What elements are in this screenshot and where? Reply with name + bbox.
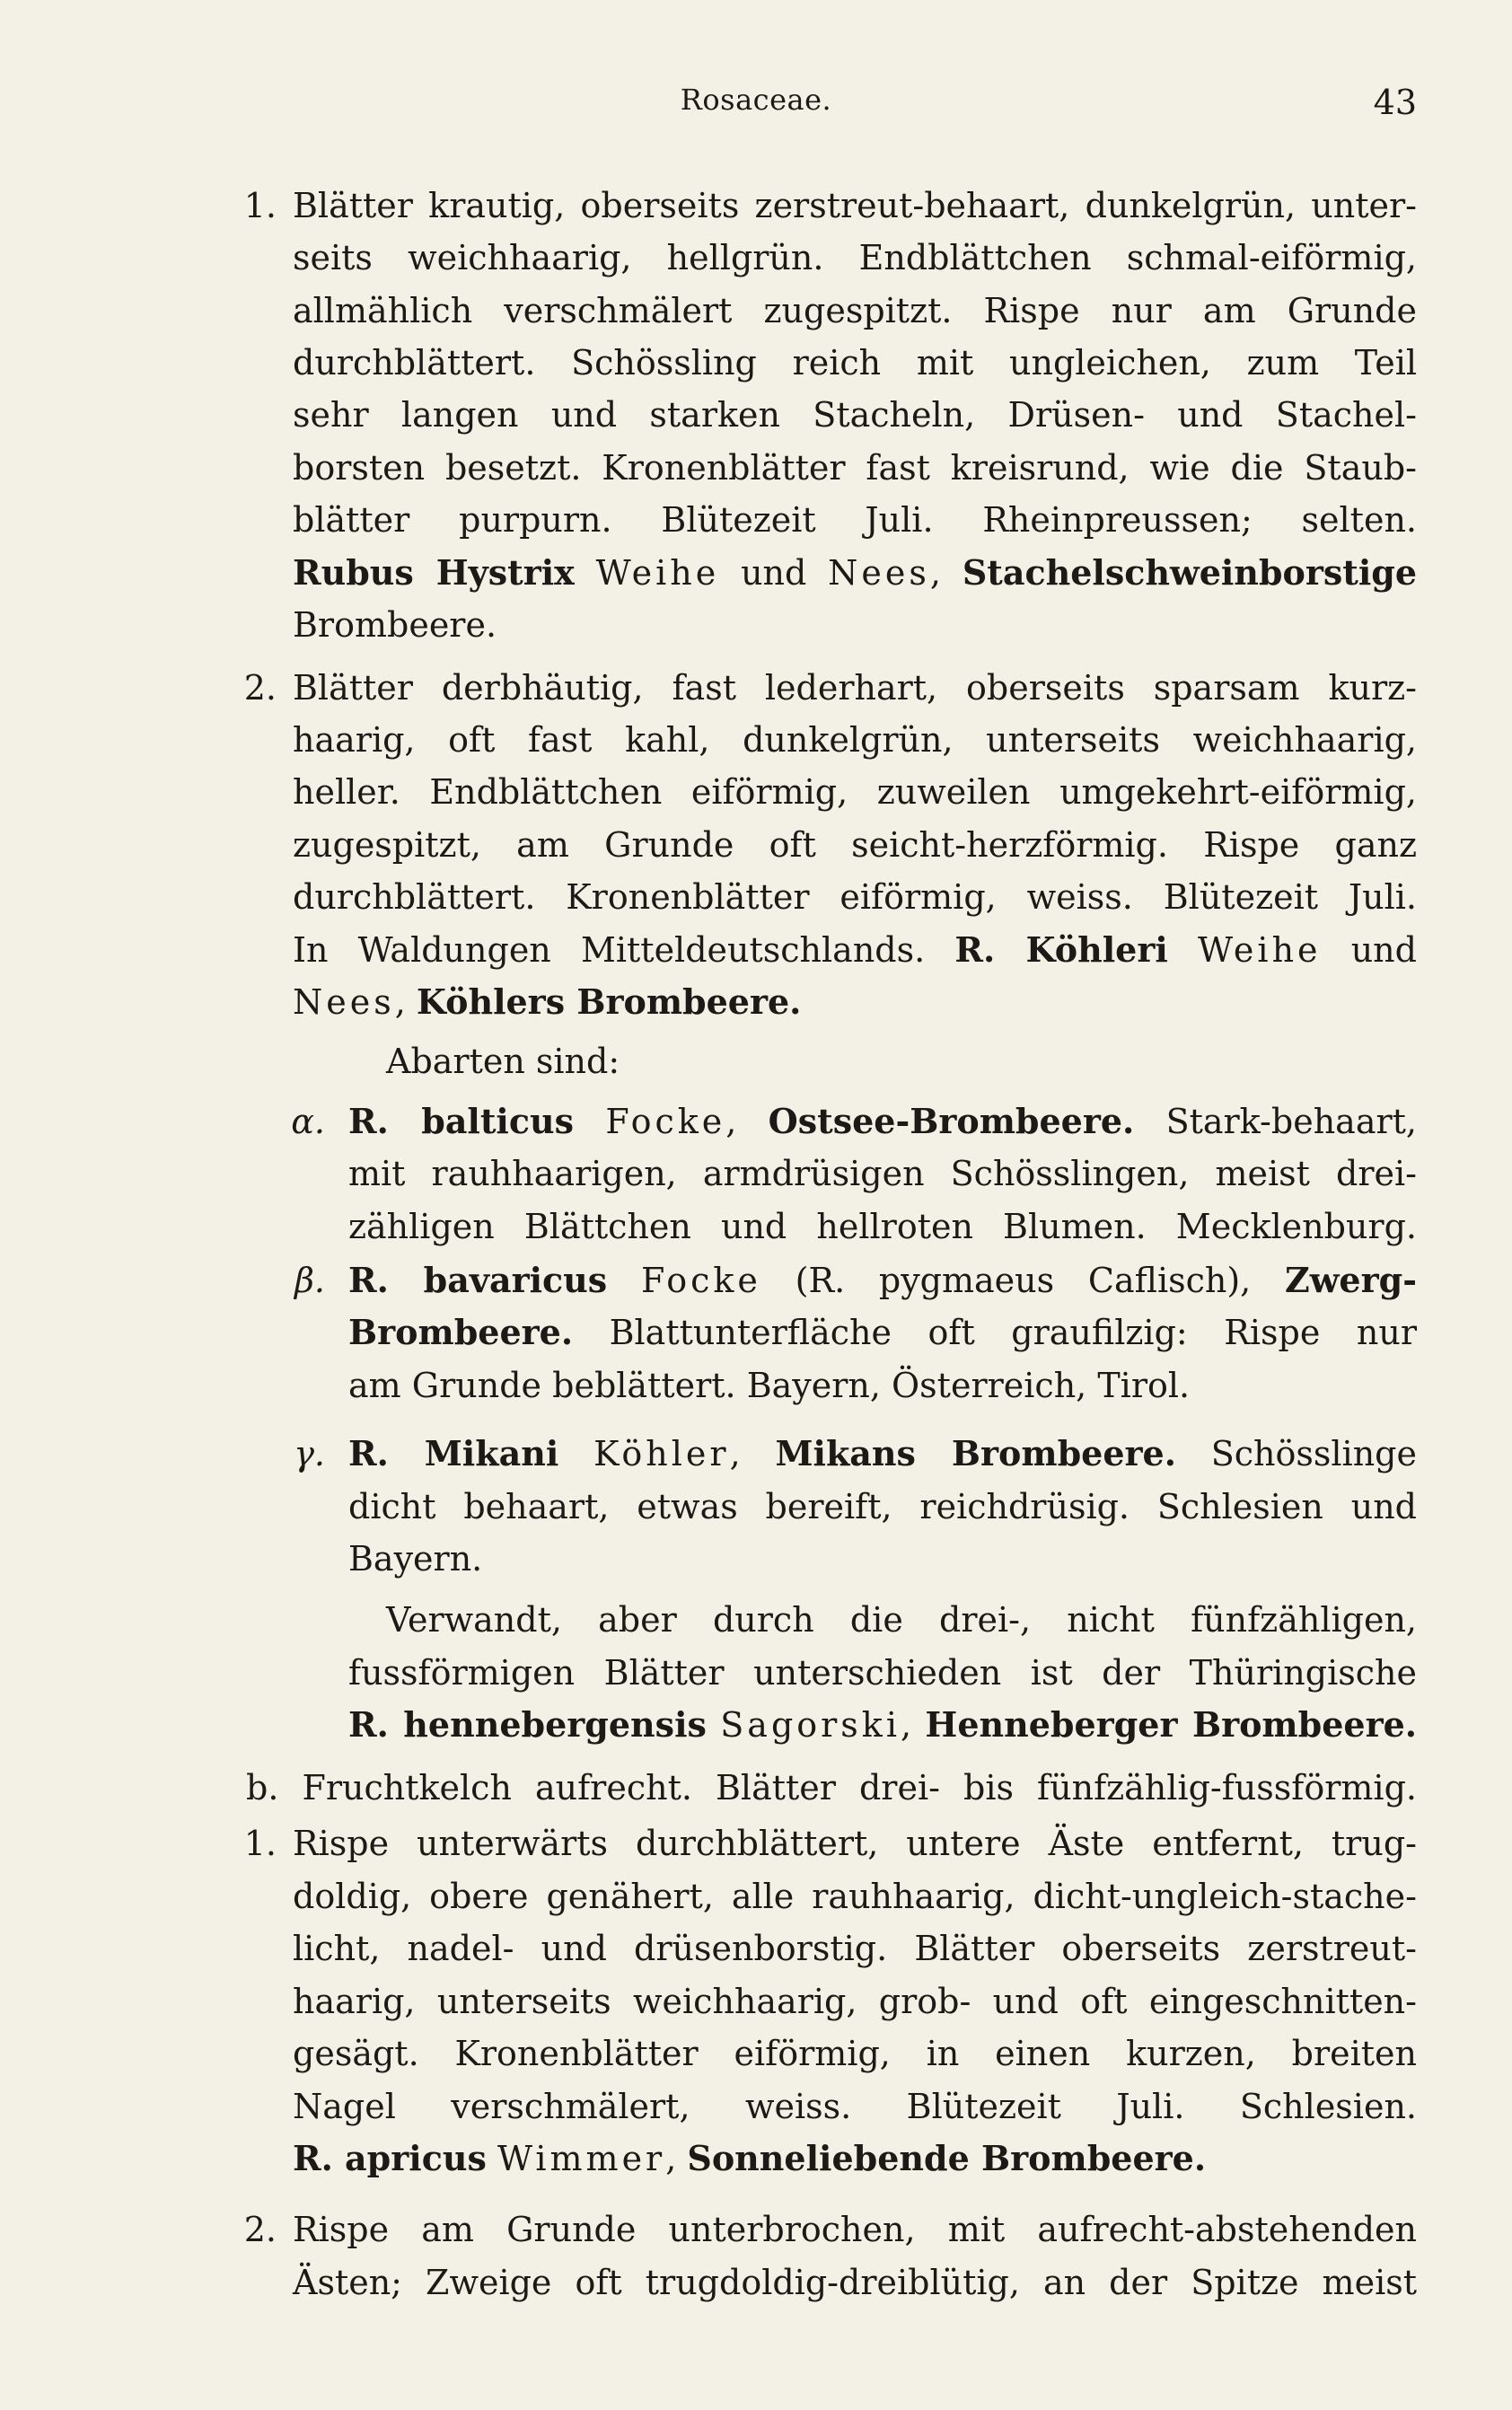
item-number: 1.: [243, 1824, 277, 1863]
species-name: R. apricus: [293, 2138, 487, 2178]
text-run: Schösslinge: [1175, 1434, 1417, 1473]
author-name: Nees: [293, 982, 395, 1022]
species-name: Rubus Hystrix: [293, 552, 575, 593]
line-text: [348, 1481, 1417, 1533]
text-line: [0, 442, 1512, 494]
text-run: heller. Endblättchen eiförmig, zuweilen umgekehrt-eiförmig,: [293, 772, 1417, 812]
item-number: 1.: [243, 186, 277, 225]
line-text: [293, 494, 1417, 546]
text-run: gesägt. Kronenblätter eiförmig, in einen kurzen, breiten: [293, 2034, 1417, 2073]
line-text: [348, 1306, 1417, 1359]
line-text: [293, 924, 1417, 976]
text-run: allmählich verschmälert zugespitzt. Rispe nur am Grunde: [293, 291, 1417, 330]
line-text: [348, 1428, 1417, 1480]
text-run: Rispe unterwärts durchblättert, untere Äste entfernt, trug-: [293, 1824, 1417, 1863]
line-text: [348, 1533, 1417, 1585]
text-line: [0, 547, 1512, 599]
text-run: Blätter derbhäutig, fast lederhart, oberseits sparsam kurz-: [293, 668, 1417, 708]
text-line: [0, 1428, 1512, 1480]
line-text: [293, 2256, 1417, 2309]
text-run: durchblättert. Schössling reich mit ungleichen, zum Teil: [293, 343, 1417, 383]
text-line: [0, 1922, 1512, 1975]
text-line: [0, 1201, 1512, 1253]
line-text: [293, 766, 1417, 818]
text-line: [0, 1254, 1512, 1306]
author-name: Focke: [605, 1102, 726, 1141]
text-line: [0, 1306, 1512, 1359]
line-text: [293, 180, 1417, 232]
line-text: [293, 1975, 1417, 2027]
species-name: Stachelschweinborstige: [962, 552, 1417, 593]
text-run: In Waldungen Mitteldeutschlands.: [293, 930, 926, 970]
text-run: ,: [394, 982, 417, 1022]
species-name: Zwerg-: [1284, 1260, 1417, 1300]
text-line: [0, 599, 1512, 651]
line-text: [293, 819, 1417, 871]
text-line: [0, 389, 1512, 441]
text-run: borsten besetzt. Kronenblätter fast kreisrund, wie die Staub-: [293, 448, 1417, 488]
line-text: [348, 1359, 1417, 1412]
text-run: Stark-behaart,: [1134, 1102, 1417, 1141]
line-text: [293, 285, 1417, 337]
text-line: [0, 662, 1512, 714]
author-name: Köhler: [593, 1434, 730, 1473]
text-run: dicht behaart, etwas bereift, reichdrüsig. Schlesien und: [348, 1487, 1417, 1526]
line-text: [293, 1817, 1417, 1869]
text-run: sehr langen und starken Stacheln, Drüsen- und Stachel-: [293, 395, 1417, 435]
page-number: 43: [1373, 83, 1417, 122]
species-name: Köhlers Brombeere.: [416, 981, 802, 1022]
line-text: [293, 599, 1417, 651]
text-run: Brombeere.: [293, 605, 497, 645]
line-text: [348, 1201, 1417, 1253]
item-number: 2.: [243, 2210, 277, 2249]
text-run: (R. pygmaeus Caflisch),: [760, 1261, 1285, 1300]
text-run: Ästen; Zweige oft trugdoldig-dreiblütig, an der Spitze meist: [293, 2263, 1417, 2302]
text-run: [1168, 930, 1198, 970]
species-name: R. Mikani: [348, 1433, 559, 1473]
line-text: [348, 1699, 1417, 1751]
author-name: Weihe: [595, 553, 720, 593]
species-name: Sonneliebende Brombeere.: [687, 2138, 1207, 2178]
species-name: R. hennebergensis: [348, 1704, 707, 1745]
text-run: Blattunterfläche oft graufilzig: Rispe nur: [573, 1313, 1417, 1352]
line-text: [293, 2080, 1417, 2133]
line-text: [293, 2203, 1417, 2256]
text-run: haarig, oft fast kahl, dunkelgrün, unterseits weichhaarig,: [293, 720, 1417, 760]
text-line: [0, 285, 1512, 337]
text-line: [0, 1035, 1512, 1087]
text-run: [925, 930, 954, 970]
text-run: licht, nadel- und drüsenborstig. Blätter oberseits zerstreut-: [293, 1929, 1417, 1968]
text-run: Verwandt, aber durch die drei-, nicht fünfzähligen,: [386, 1600, 1417, 1640]
species-name: R. balticus: [348, 1101, 575, 1141]
item-number: 2.: [243, 668, 277, 708]
running-header: Rosaceae.: [680, 83, 832, 117]
author-name: Weihe: [1197, 930, 1322, 970]
line-text: [293, 871, 1417, 923]
text-line: [0, 924, 1512, 976]
text-line: [0, 1699, 1512, 1751]
author-name: Wimmer: [497, 2139, 666, 2178]
text-run: b. Fruchtkelch aufrecht. Blätter drei- bis fünfzählig-fussförmig.: [246, 1768, 1417, 1808]
species-name: Brombeere.: [348, 1312, 574, 1352]
text-run: und: [719, 553, 829, 593]
text-run: ,: [729, 1434, 776, 1473]
line-text: [293, 714, 1417, 766]
text-line: [0, 2203, 1512, 2256]
text-line: [0, 2256, 1512, 2309]
text-line: [0, 976, 1512, 1028]
text-run: [575, 553, 596, 593]
text-run: Bayern.: [348, 1539, 483, 1579]
species-name: Mikans Brombeere.: [775, 1433, 1176, 1473]
text-run: durchblättert. Kronenblätter eiförmig, weiss. Blütezeit Juli.: [293, 877, 1417, 917]
text-line: [0, 2133, 1512, 2185]
text-run: zähligen Blättchen und hellroten Blumen. Mecklenburg.: [348, 1207, 1417, 1246]
text-run: zugespitzt, am Grunde oft seicht-herzförmig. Rispe ganz: [293, 825, 1417, 865]
text-run: Blätter krautig, oberseits zerstreut-behaart, dunkelgrün, unter-: [293, 186, 1417, 225]
text-run: [487, 2139, 497, 2178]
text-line: [0, 232, 1512, 284]
text-line: [0, 1817, 1512, 1869]
text-run: doldig, obere genähert, alle rauhhaarig, dicht-ungleich-stache-: [293, 1877, 1417, 1916]
text-run: und: [1321, 930, 1417, 970]
text-line: [0, 766, 1512, 818]
text-run: [558, 1434, 593, 1473]
text-run: Rispe am Grunde unterbrochen, mit aufrecht-abstehenden: [293, 2210, 1417, 2249]
line-text: [246, 1762, 1417, 1814]
line-text: [293, 389, 1417, 441]
line-text: [348, 1148, 1417, 1200]
species-name: R. bavaricus: [348, 1260, 608, 1300]
text-run: mit rauhhaarigen, armdrüsigen Schösslingen, meist drei-: [348, 1154, 1417, 1193]
line-text: [386, 1594, 1417, 1646]
line-text: [293, 232, 1417, 284]
text-run: fussförmigen Blätter unterschieden ist der Thüringische: [348, 1653, 1417, 1693]
text-line: [0, 871, 1512, 923]
line-text: [293, 1870, 1417, 1922]
text-run: seits weichhaarig, hellgrün. Endblättchen schmal-eiförmig,: [293, 238, 1417, 277]
text-run: Abarten sind:: [386, 1042, 620, 1081]
line-text: [293, 1922, 1417, 1975]
line-text: [293, 2027, 1417, 2080]
line-text: [348, 1647, 1417, 1699]
line-text: [293, 337, 1417, 389]
line-text: [293, 662, 1417, 714]
text-line: [0, 2080, 1512, 2133]
text-run: ,: [929, 553, 963, 593]
text-run: ,: [725, 1102, 769, 1141]
text-run: blätter purpurn. Blütezeit Juli. Rheinpreussen; selten.: [293, 500, 1417, 540]
text-run: am Grunde beblättert. Bayern, Österreich, Tirol.: [348, 1366, 1191, 1405]
text-line: [0, 337, 1512, 389]
text-line: [0, 1975, 1512, 2027]
text-line: [0, 180, 1512, 232]
text-line: [0, 1533, 1512, 1585]
text-line: [0, 1870, 1512, 1922]
text-line: [0, 1359, 1512, 1412]
text-run: Nagel verschmälert, weiss. Blütezeit Juli. Schlesien.: [293, 2087, 1417, 2126]
text-line: [0, 819, 1512, 871]
text-line: [0, 2027, 1512, 2080]
line-text: [293, 2133, 1417, 2185]
text-line: [0, 1095, 1512, 1148]
text-line: [0, 1647, 1512, 1699]
variety-marker: γ.: [294, 1434, 325, 1473]
text-line: [0, 494, 1512, 546]
variety-marker: β.: [294, 1261, 325, 1300]
text-run: [574, 1102, 605, 1141]
line-text: [348, 1095, 1417, 1148]
text-run: [707, 1705, 720, 1745]
text-run: haarig, unterseits weichhaarig, grob- und oft eingeschnitten-: [293, 1982, 1417, 2021]
line-text: [293, 442, 1417, 494]
author-name: Sagorski: [720, 1705, 901, 1745]
text-line: [0, 1481, 1512, 1533]
species-name: Henneberger Brombeere.: [925, 1704, 1417, 1745]
line-text: [386, 1035, 1417, 1087]
author-name: Nees: [828, 553, 930, 593]
text-line: [0, 1148, 1512, 1200]
text-run: [607, 1261, 641, 1300]
variety-marker: α.: [291, 1102, 325, 1141]
text-run: ,: [901, 1705, 926, 1745]
text-line: [0, 714, 1512, 766]
line-text: [293, 976, 1417, 1028]
line-text: [293, 547, 1417, 599]
text-run: ,: [665, 2139, 688, 2178]
text-line: [0, 1762, 1512, 1814]
author-name: Focke: [640, 1261, 761, 1300]
species-name: R. Köhleri: [954, 929, 1168, 970]
species-name: Ostsee-Brombeere.: [768, 1101, 1135, 1141]
text-line: [0, 1594, 1512, 1646]
line-text: [348, 1254, 1417, 1306]
